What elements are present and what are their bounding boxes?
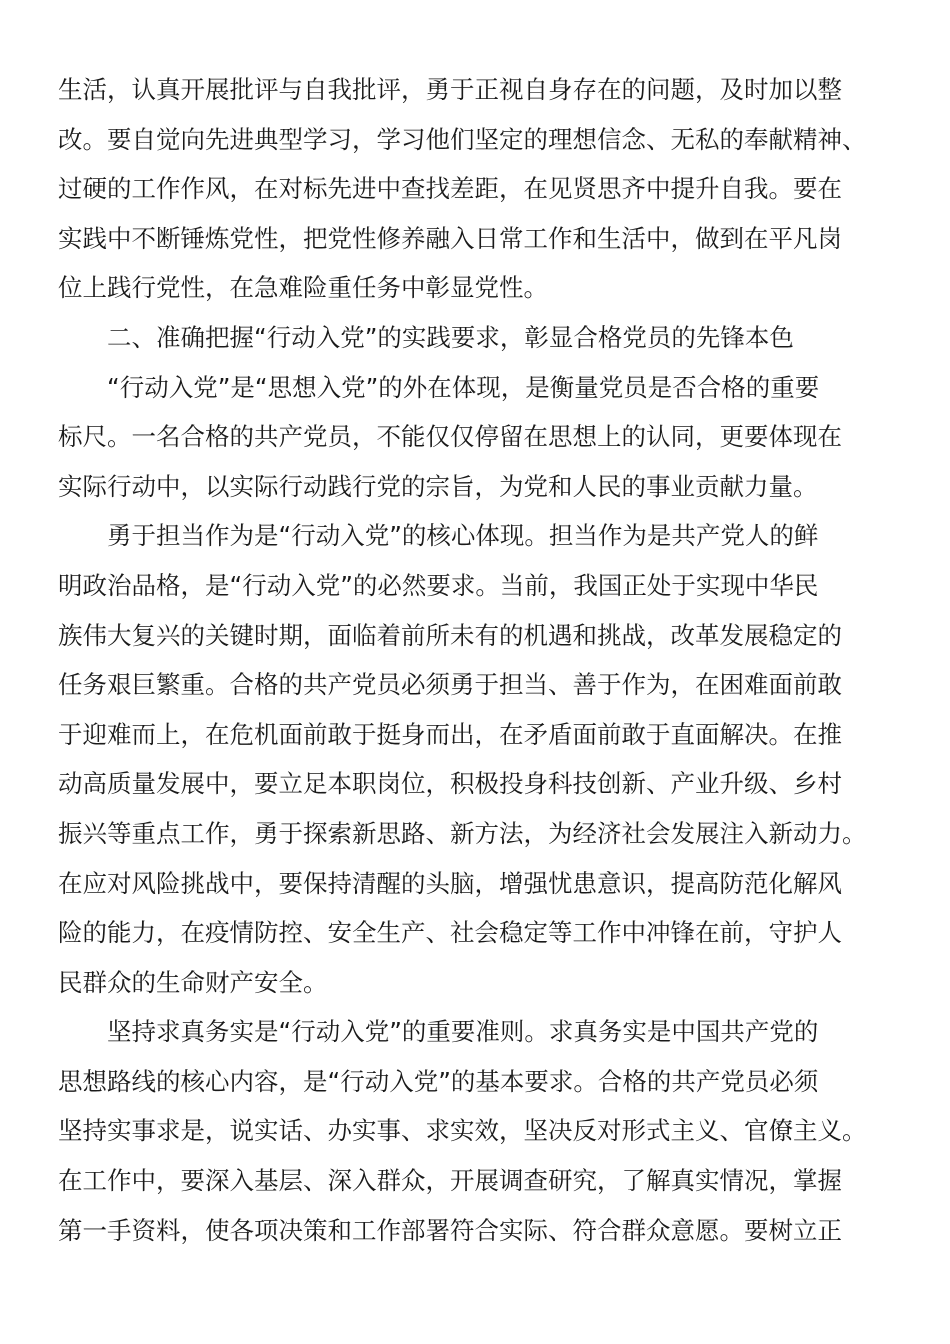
- text-line: 在应对风险挑战中，要保持清醒的头脑，增强忧患意识，提高防范化解风: [58, 868, 842, 898]
- text-line: 实践中不断锤炼党性，把党性修养融入日常工作和生活中，做到在平凡岗: [58, 223, 842, 253]
- text-line: 位上践行党性，在急难险重任务中彰显党性。: [58, 273, 548, 303]
- text-line: 在工作中，要深入基层、深入群众，开展调查研究，了解真实情况，掌握: [58, 1166, 842, 1196]
- section-heading: 二、准确把握“行动入党”的实践要求，彰显合格党员的先锋本色: [107, 322, 794, 352]
- text-line: 于迎难而上，在危机面前敢于挺身而出，在矛盾面前敢于直面解决。在推: [58, 719, 842, 749]
- text-line: 坚持实事求是，说实话、办实事、求实效，坚决反对形式主义、官僚主义。: [58, 1116, 867, 1146]
- paragraph-first-line: “行动入党”是“思想入党”的外在体现，是衡量党员是否合格的重要: [107, 372, 820, 402]
- text-line: 任务艰巨繁重。合格的共产党员必须勇于担当、善于作为，在困难面前敢: [58, 670, 842, 700]
- text-line: 族伟大复兴的关键时期，面临着前所未有的机遇和挑战，改革发展稳定的: [58, 620, 842, 650]
- text-line: 思想路线的核心内容，是“行动入党”的基本要求。合格的共产党员必须: [58, 1066, 819, 1096]
- document-body: [58, 65, 892, 1255]
- text-line: 改。要自觉向先进典型学习，学习他们坚定的理想信念、无私的奉献精神、: [58, 124, 867, 154]
- text-line: 生活，认真开展批评与自我批评，勇于正视自身存在的问题，及时加以整: [58, 75, 842, 104]
- text-line: 险的能力，在疫情防控、安全生产、社会稳定等工作中冲锋在前，守护人: [58, 918, 842, 948]
- paragraph-first-line: 坚持求真务实是“行动入党”的重要准则。求真务实是中国共产党的: [107, 1017, 819, 1047]
- text-line: 第一手资料，使各项决策和工作部署符合实际、符合群众意愿。要树立正: [58, 1215, 842, 1245]
- text-line: 明政治品格，是“行动入党”的必然要求。当前，我国正处于实现中华民: [58, 570, 819, 600]
- text-line: 过硬的工作作风，在对标先进中查找差距，在见贤思齐中提升自我。要在: [58, 174, 842, 204]
- paragraph-first-line: 勇于担当作为是“行动入党”的核心体现。担当作为是共产党人的鲜: [107, 521, 819, 551]
- text-line: 动高质量发展中，要立足本职岗位，积极投身科技创新、产业升级、乡村: [58, 769, 842, 799]
- text-line: 标尺。一名合格的共产党员，不能仅仅停留在思想上的认同，更要体现在: [58, 422, 842, 452]
- text-line: 民群众的生命财产安全。: [58, 967, 328, 997]
- text-line: 实际行动中，以实际行动践行党的宗旨，为党和人民的事业贡献力量。: [58, 471, 818, 501]
- text-line: 振兴等重点工作，勇于探索新思路、新方法，为经济社会发展注入新动力。: [58, 818, 867, 848]
